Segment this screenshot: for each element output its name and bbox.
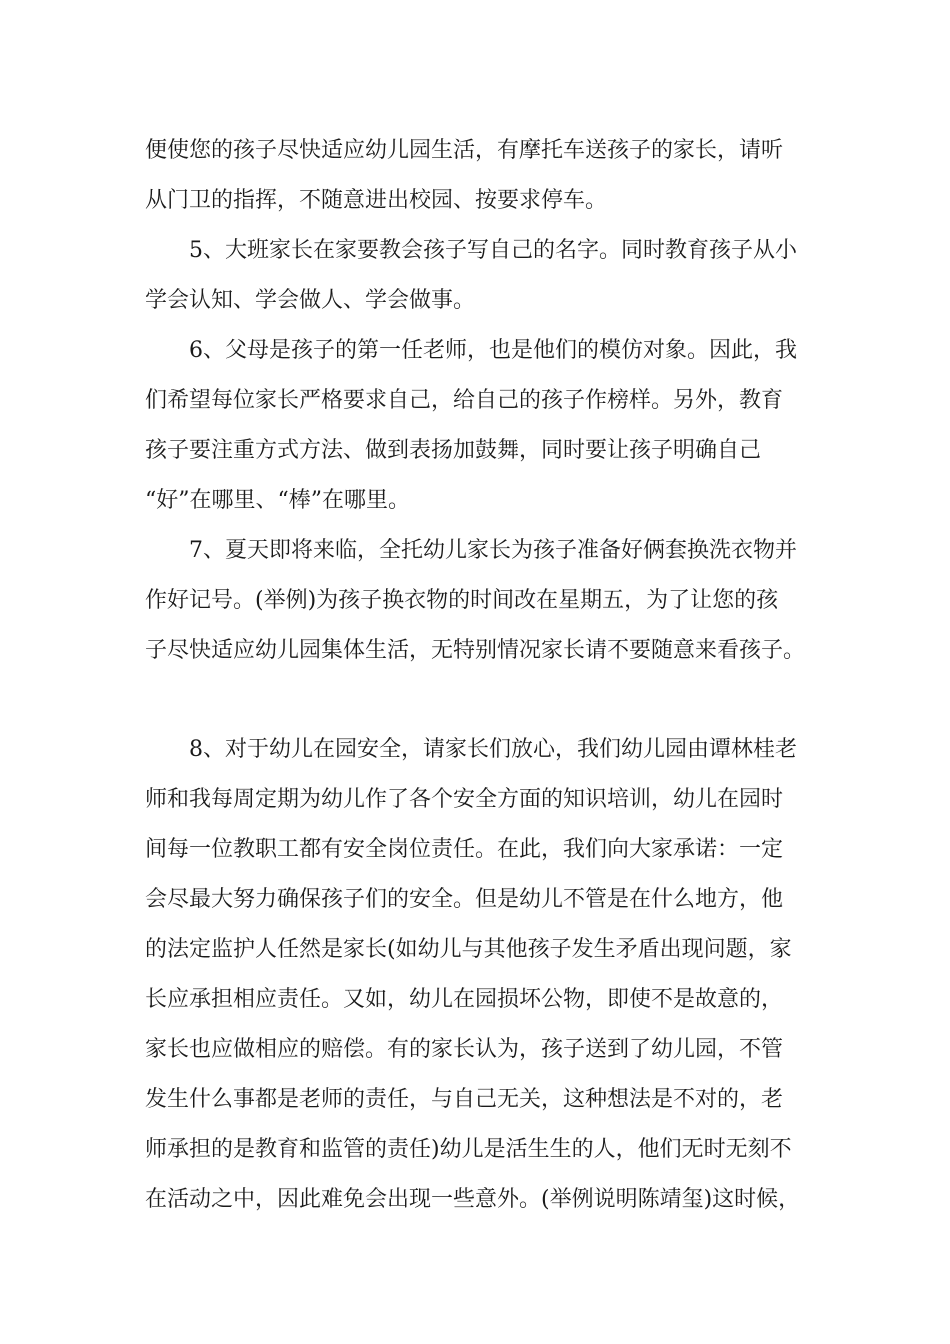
text-line: “好”在哪里、“棒”在哪里。 <box>145 488 410 513</box>
text-line: 家长也应做相应的赔偿。有的家长认为，孩子送到了幼儿园，不管 <box>145 1037 784 1062</box>
paragraph-8-start: 8、对于幼儿在园安全，请家长们放心，我们幼儿园由谭林桂老 <box>189 737 797 762</box>
text-line: 们希望每位家长严格要求自己，给自己的孩子作榜样。另外，教育 <box>145 388 784 413</box>
text-line: 学会认知、学会做人、学会做事。 <box>145 288 476 313</box>
text-line: 间每一位教职工都有安全岗位责任。在此，我们向大家承诺：一定 <box>145 837 784 862</box>
text-line: 在活动之中，因此难免会出现一些意外。(举例说明陈靖玺)这时候， <box>145 1187 801 1212</box>
text-line: 会尽最大努力确保孩子们的安全。但是幼儿不管是在什么地方，他 <box>145 887 784 912</box>
text-line: 子尽快适应幼儿园集体生活，无特别情况家长请不要随意来看孩子。 <box>145 638 806 663</box>
text-line: 的法定监护人任然是家长(如幼儿与其他孩子发生矛盾出现问题，家 <box>145 937 792 962</box>
text-line: 长应承担相应责任。又如，幼儿在园损坏公物，即使不是故意的， <box>145 987 784 1012</box>
paragraph-5-start: 5、大班家长在家要教会孩子写自己的名字。同时教育孩子从小 <box>189 238 797 263</box>
text-line: 师承担的是教育和监管的责任)幼儿是活生生的人，他们无时无刻不 <box>145 1137 792 1162</box>
text-line: 孩子要注重方式方法、做到表扬加鼓舞，同时要让孩子明确自己 <box>145 438 762 463</box>
paragraph-6-start: 6、父母是孩子的第一任老师，也是他们的模仿对象。因此，我 <box>189 338 797 363</box>
text-line: 便使您的孩子尽快适应幼儿园生活，有摩托车送孩子的家长，请听 <box>145 138 784 163</box>
paragraph-7-start: 7、夏天即将来临，全托幼儿家长为孩子准备好俩套换洗衣物并 <box>189 538 797 563</box>
text-line: 发生什么事都是老师的责任，与自己无关，这种想法是不对的，老 <box>145 1087 784 1112</box>
text-line: 作好记号。(举例)为孩子换衣物的时间改在星期五，为了让您的孩 <box>145 588 779 613</box>
text-line: 从门卫的指挥，不随意进出校园、按要求停车。 <box>145 188 608 213</box>
text-line: 师和我每周定期为幼儿作了各个安全方面的知识培训，幼儿在园时 <box>145 787 784 812</box>
